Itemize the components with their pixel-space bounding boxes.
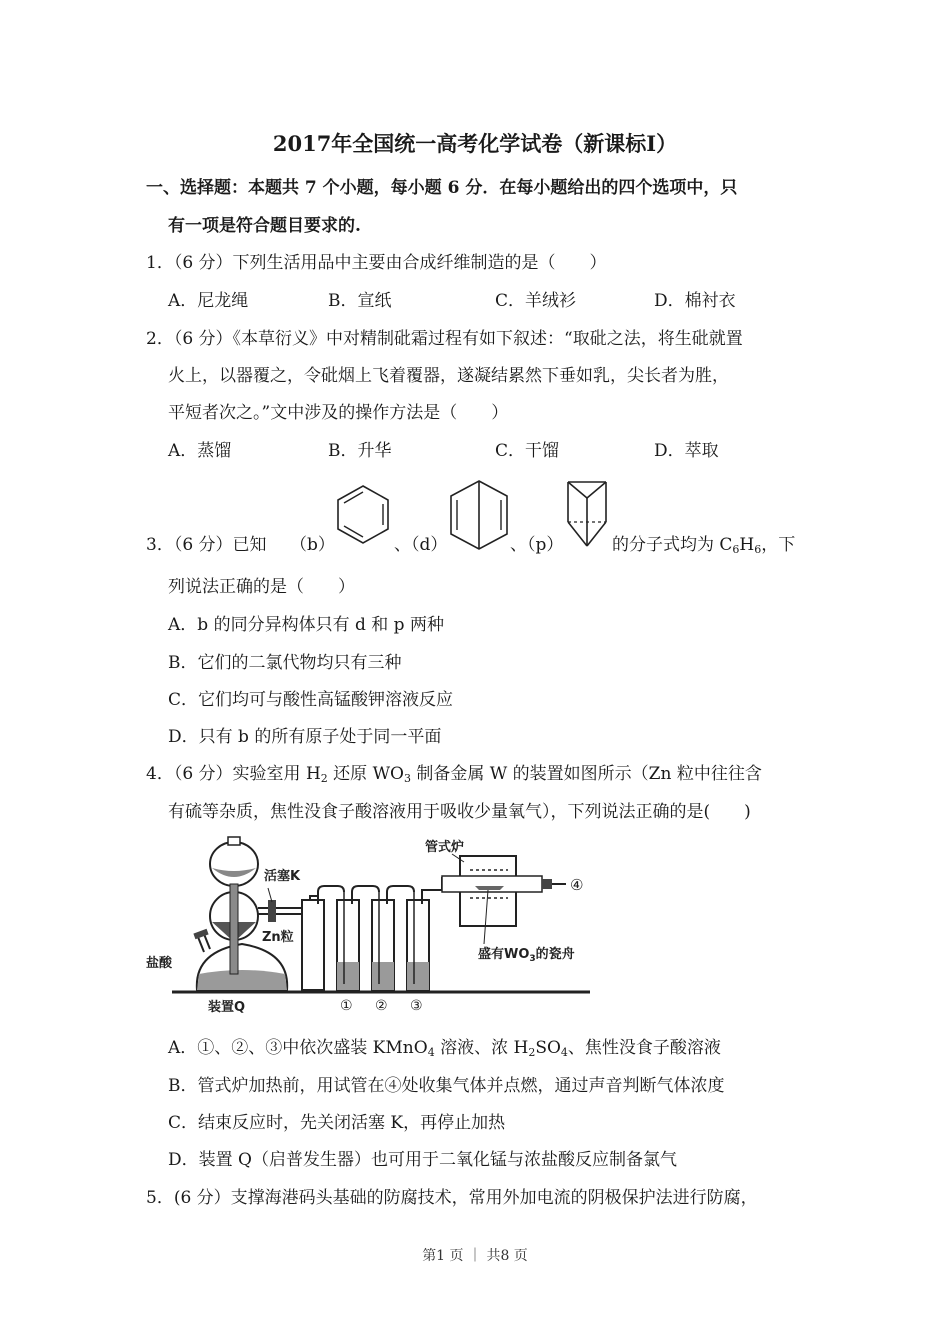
figure-label-1: ① <box>340 998 353 1014</box>
dewar-benzene-structure <box>446 478 512 552</box>
q3-label-d: 、（d） <box>394 535 448 555</box>
figure-label-acid: 盐酸 <box>146 956 173 971</box>
question-4-line2: 有硫等杂质，焦性没食子酸溶液用于吸收少量氧气），下列说法正确的是( ) <box>168 802 751 822</box>
q3-option-b: B．它们的二氯代物均只有三种 <box>168 653 402 673</box>
question-3-prefix: 3．（6 分）已知 <box>146 535 267 555</box>
question-1-stem: 1．（6 分）下列生活用品中主要由合成纤维制造的是（ ） <box>146 253 607 273</box>
section-heading-line2: 有一项是符合题目要求的. <box>168 216 361 236</box>
apparatus-figure <box>142 834 602 1014</box>
question-5-line1: 5．(6 分）支撑海港码头基础的防腐技术，常用外加电流的阴极保护法进行防腐， <box>146 1188 758 1208</box>
q3-label-p: 、（p） <box>510 535 564 555</box>
q1-option-a: A．尼龙绳 <box>168 291 249 311</box>
q4-option-a: A．①、②、③中依次盛装 KMnO$_4$ 溶液、浓 $H_2SO_4$、焦性没食子酸溶液 <box>168 1038 721 1059</box>
q2-option-b: B．升华 <box>328 441 392 461</box>
q3-option-c: C．它们均可与酸性高锰酸钾溶液反应 <box>168 690 454 710</box>
q2-option-d: D．萃取 <box>654 441 719 461</box>
section-heading-line1: 一、选择题：本题共 7 个小题，每小题 6 分．在每小题给出的四个选项中，只 <box>146 178 738 198</box>
q4-option-b: B．管式炉加热前，用试管在④处收集气体并点燃，通过声音判断气体浓度 <box>168 1076 725 1096</box>
question-2-line3: 平短者次之。”文中涉及的操作方法是（ ） <box>168 403 509 423</box>
q1-option-c: C．羊绒衫 <box>495 291 577 311</box>
q2-option-c: C．干馏 <box>495 441 560 461</box>
q3-formula-text: 的分子式均为 $C_6H_6$，下 <box>612 535 796 556</box>
figure-label-device: 装置Q <box>208 1000 246 1014</box>
q1-option-d: D．棉衬衣 <box>654 291 736 311</box>
question-4-line1: 4．（6 分）实验室用 $H_2$ 还原 $WO_3$ 制备金属 W 的装置如图所示（Zn 粒中往往含 <box>146 764 762 785</box>
benzene-structure <box>332 482 394 548</box>
figure-label-valve: 活塞K <box>264 869 301 884</box>
q4-option-c: C．结束反应时，先关闭活塞 K，再停止加热 <box>168 1113 506 1133</box>
figure-label-2: ② <box>375 998 388 1014</box>
figure-label-4: ④ <box>570 876 584 894</box>
q1-option-b: B．宣纸 <box>328 291 392 311</box>
question-3-line2: 列说法正确的是（ ） <box>168 577 355 597</box>
figure-label-zn: Zn粒 <box>262 930 294 945</box>
figure-label-boat: 盛有$WO_3$的瓷舟 <box>478 947 575 964</box>
figure-label-furnace: 管式炉 <box>425 840 465 855</box>
figure-label-3: ③ <box>410 998 423 1014</box>
q3-label-b: （b） <box>290 535 335 555</box>
q3-option-a: A．b 的同分异构体只有 d 和 p 两种 <box>168 615 444 635</box>
page-title: 2017年全国统一高考化学试卷（新课标I） <box>272 131 678 156</box>
page-footer: 第1 页 ｜ 共8 页 <box>422 1248 528 1264</box>
prismane-structure <box>562 476 612 554</box>
q4-option-d: D．装置 Q（启普发生器）也可用于二氧化锰与浓盐酸反应制备氯气 <box>168 1150 677 1170</box>
question-2-line1: 2．（6 分）《本草衍义》中对精制砒霜过程有如下叙述：“取砒之法，将生砒就置 <box>146 329 743 349</box>
q3-option-d: D．只有 b 的所有原子处于同一平面 <box>168 727 442 747</box>
question-2-line2: 火上，以器覆之，令砒烟上飞着覆器，遂凝结累然下垂如乳，尖长者为胜， <box>168 366 729 386</box>
q2-option-a: A．蒸馏 <box>168 441 232 461</box>
